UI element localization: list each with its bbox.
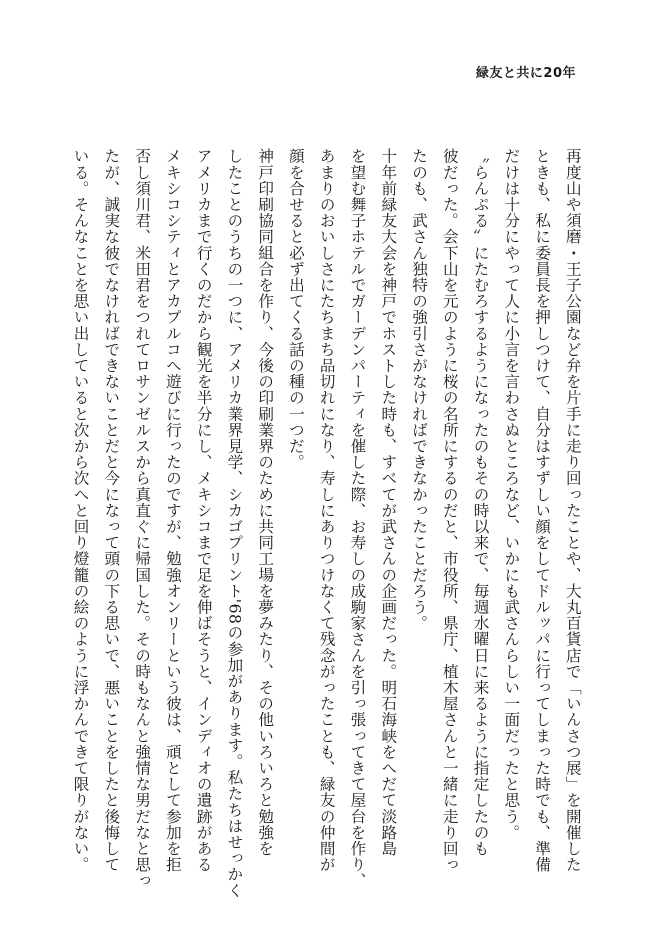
text-column: 再度山や須磨・王子公園など弁を片手に走り回ったことや、大丸百貨店で「いんさつ展」を開催した [563,148,582,873]
text-column: したことのうちの一つに、アメリカ業界見学、シカゴプリント'68の参加があります。私たちはせっかく [225,148,244,899]
text-column: 彼だった。会下山を元のように桜の名所にするのだと、市役所、県庁、植木屋さんと一緒に走り回っ [440,148,459,873]
text-column: あまりのおいしさにたちまち品切れになり、寿しにありつけなくて残念がったことも、緑友の仲間が [317,148,336,873]
text-column: 否し須川君、米田君をつれてロサンゼルスから真直ぐに帰国した。その時もなんと強情な男だなと思っ [133,148,152,889]
text-column: を望む舞子ホテルでガーデンパーティを催した際、お寿しの成駒家さんを引っ張ってきて屋台を作り、 [348,148,367,889]
text-column: メキシコシティとアカプルコへ遊びに行ったのですが、勉強オンリーという彼は、頑として参加を拒 [163,148,182,873]
text-column: いる。そんなことを思い出していると次から次へと回り燈籠の絵のように浮かんできて限りがない。 [71,148,90,873]
text-column: たのも、武さん独特の強引さがなければできなかったことだろう。 [410,148,429,631]
running-header: 緑友と共に20年 [475,66,576,81]
text-column: アメリカまで行くのだから観光を半分にし、メキシコまで足を伸ばそうと、インディオの遺跡がある [194,148,213,873]
text-column: 十年前緑友大会を神戸でホストした時も、すべてが武さんの企画だった。明石海峡をへだて淡路島 [379,148,398,857]
text-column: 神戸印刷協同組合を作り、今後の印刷業界のために共同工場を夢みたり、その他いろいろと勉強を [256,148,275,857]
text-column: 〝らんぷる〟にたむろするようになったのもその時以来で、毎週水曜日に来るように指定したのも [471,148,490,857]
text-column: 顔を合せると必ず出てくる話の種の一つだ。 [286,148,305,470]
text-column: ときも、私に委員長を押しつけて、自分はすずしい顔をしてドルッパに行ってしまった時でも、準備 [533,148,552,873]
text-column: だけは十分にやって人に小言を言わさぬところなど、いかにも武さんらしい一面だったと思う。 [502,148,521,841]
text-column: たが、誠実な彼でなければできないことだと今になって頭の下る思いで、悪いことをしたと後悔して [102,148,121,873]
vertical-text-body [71,148,582,899]
